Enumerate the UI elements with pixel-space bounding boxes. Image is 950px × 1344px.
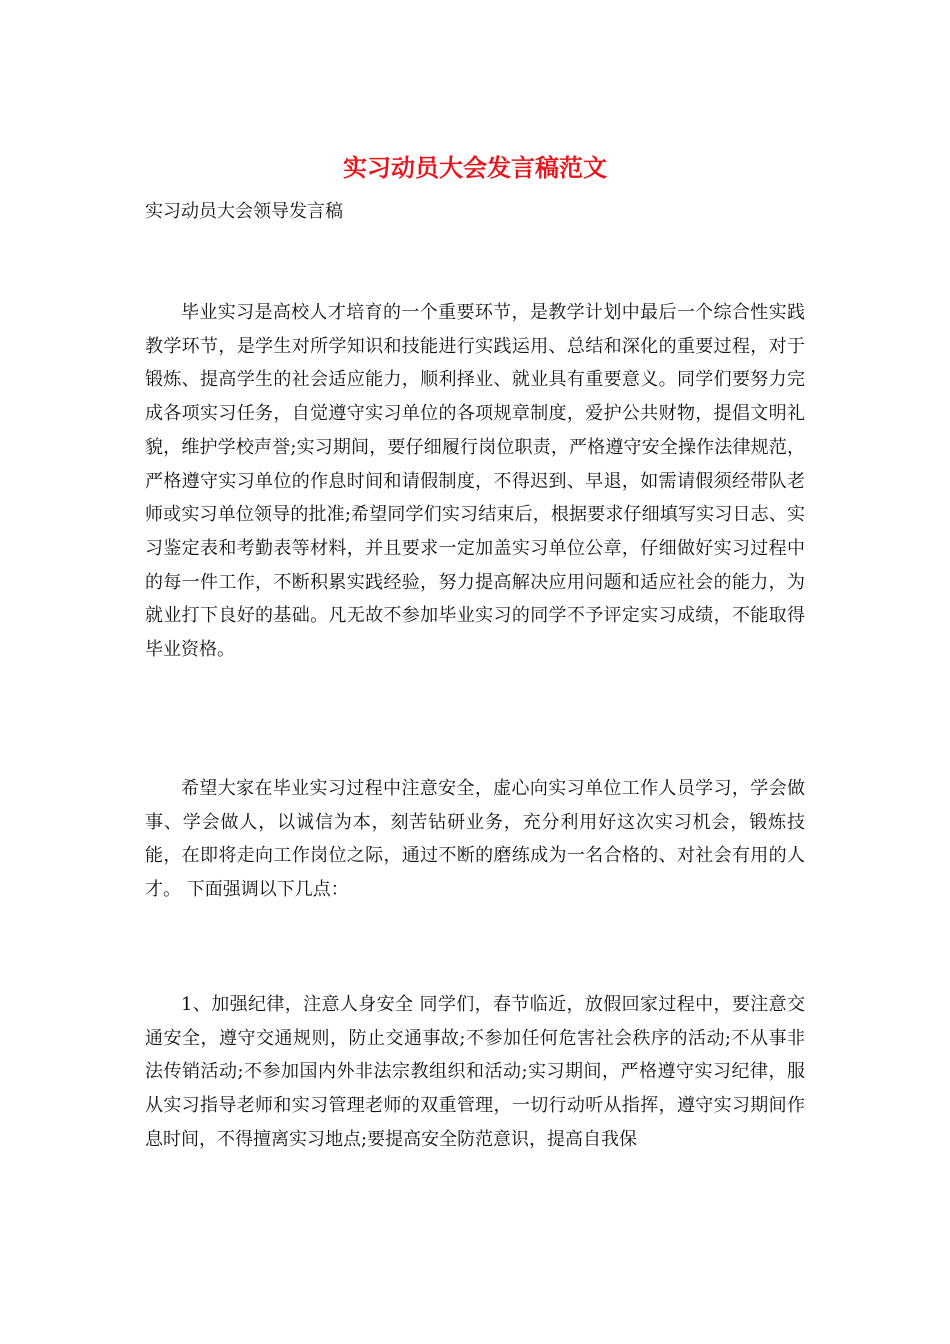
body-paragraph: 毕业实习是高校人才培育的一个重要环节，是教学计划中最后一个综合性实践教学环节，是学生对所学知识和技能进行实践运用、总结和深化的重要过程，对于锻炼、提高学生的社会适应能力，顺利择业、就业具有重要意义。同学们要努力完成各项实习任务，自觉遵守实习单位的各项规章制度，爱护公共财物，提倡文明礼貌，维护学校声誉;实习期间，要仔细履行岗位职责，严格遵守安全操作法律规范，严格遵守实习单位的作息时间和请假制度，不得迟到、早退，如需请假须经带队老师或实习单位领导的批准;希望同学们实习结束后，根据要求仔细填写实习日志、实习鉴定表和考勤表等材料，并且要求一定加盖实习单位公章，仔细做好实习过程中的每一件工作，不断积累实践经验，努力提高解决应用问题和适应社会的能力，为就业打下良好的基础。凡无故不参加毕业实习的同学不予评定实习成绩，不能取得毕业资格。 — [145, 302, 805, 661]
body-paragraph: 希望大家在毕业实习过程中注意安全，虚心向实习单位工作人员学习，学会做事、学会做人，以诚信为本，刻苦钻研业务，充分利用好这次实习机会，锻炼技能，在即将走向工作岗位之际，通过不断的磨练成为一名合格的、对社会有用的人才。 下面强调以下几点： — [145, 778, 805, 901]
body-paragraph: 1、加强纪律，注意人身安全 同学们，春节临近，放假回家过程中，要注意交通安全，遵守交通规则，防止交通事故;不参加任何危害社会秩序的活动;不从事非法传销活动;不参加国内外非法宗教组织和活动;实习期间，严格遵守实习纪律，服从实习指导老师和实习管理老师的双重管理，一切行动听从指挥，遵守实习期间作息时间，不得擅离实习地点;要提高安全防范意识，提高自我保 — [145, 994, 805, 1150]
document-subtitle: 实习动员大会领导发言稿 — [145, 201, 343, 222]
document-title: 实习动员大会发言稿范文 — [343, 153, 607, 182]
